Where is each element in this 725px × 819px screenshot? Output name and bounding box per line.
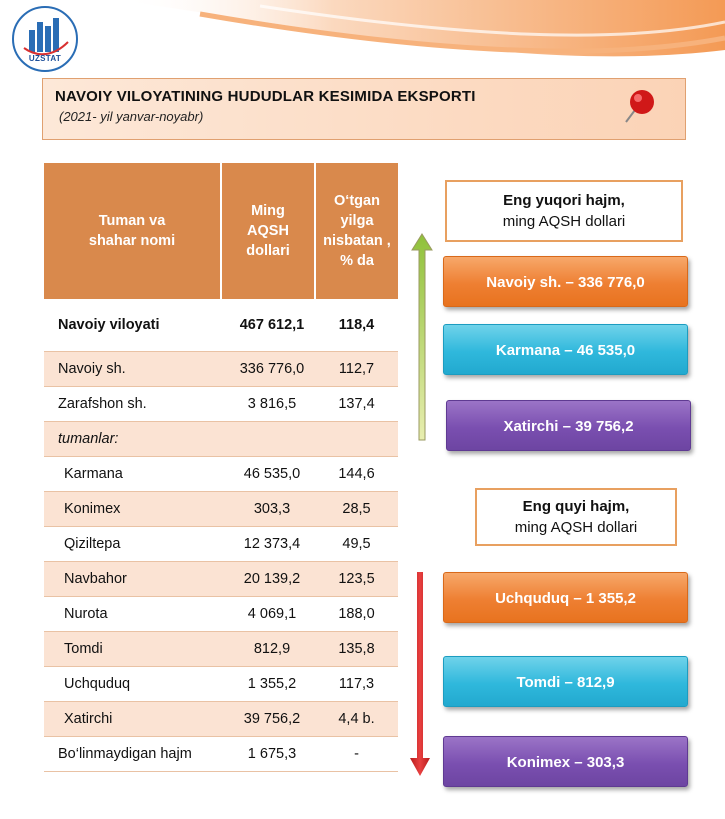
table-row	[44, 562, 398, 597]
cell-name: Navoiy viloyati	[44, 299, 221, 352]
cell-value: 4 069,1	[221, 597, 315, 632]
table-row	[44, 702, 398, 737]
cell-name: Qiziltepa	[44, 527, 221, 562]
pushpin-icon	[612, 84, 662, 130]
cell-name: Bo‘linmaydigan hajm	[44, 737, 221, 772]
lowest-item-2: Tomdi – 812,9	[443, 656, 688, 707]
cell-value: 336 776,0	[221, 352, 315, 387]
table-header-row	[44, 163, 398, 299]
table-row	[44, 667, 398, 702]
cell-value: 39 756,2	[221, 702, 315, 737]
export-table	[44, 163, 398, 772]
cell-value: 12 373,4	[221, 527, 315, 562]
cell-name: Karmana	[44, 457, 221, 492]
column-header-name: Tuman va shahar nomi	[44, 163, 221, 299]
cell-value	[221, 422, 315, 457]
table-row	[44, 457, 398, 492]
cell-ratio: 144,6	[315, 457, 398, 492]
cell-value: 467 612,1	[221, 299, 315, 352]
cell-name: Tomdi	[44, 632, 221, 667]
column-header-value: Ming AQSH dollari	[221, 163, 315, 299]
table-row	[44, 492, 398, 527]
cell-ratio	[315, 422, 398, 457]
table-row	[44, 632, 398, 667]
cell-name: Zarafshon sh.	[44, 387, 221, 422]
cell-ratio: 4,4 b.	[315, 702, 398, 737]
column-header-ratio: O‘tgan yilga nisbatan , % da	[315, 163, 398, 299]
cell-value: 20 139,2	[221, 562, 315, 597]
highest-volume-label	[445, 180, 683, 242]
cell-name: Xatirchi	[44, 702, 221, 737]
uzstat-logo	[12, 6, 78, 72]
cell-ratio: 117,3	[315, 667, 398, 702]
cell-ratio: 49,5	[315, 527, 398, 562]
lowest-label-title: Eng quyi hajm,	[522, 498, 630, 515]
lowest-item-3: Konimex – 303,3	[443, 736, 688, 787]
table-row	[44, 422, 398, 457]
cell-ratio: 137,4	[315, 387, 398, 422]
cell-ratio: 135,8	[315, 632, 398, 667]
highest-item-2: Karmana – 46 535,0	[443, 324, 688, 375]
arrow-down-icon	[408, 572, 432, 778]
cell-name: tumanlar:	[44, 422, 221, 457]
cell-value: 46 535,0	[221, 457, 315, 492]
cell-value: 812,9	[221, 632, 315, 667]
lowest-volume-label	[475, 488, 677, 546]
table-row	[44, 737, 398, 772]
cell-ratio: 118,4	[315, 299, 398, 352]
cell-ratio: 123,5	[315, 562, 398, 597]
table-row	[44, 352, 398, 387]
highest-label-title: Eng yuqori hajm,	[503, 192, 625, 209]
highest-item-3: Xatirchi – 39 756,2	[446, 400, 691, 451]
cell-name: Navoiy sh.	[44, 352, 221, 387]
header-swoosh	[0, 0, 725, 80]
page-subtitle: (2021- yil yanvar-noyabr)	[59, 109, 204, 124]
lowest-label-unit: ming AQSH dollari	[514, 519, 638, 536]
cell-name: Uchquduq	[44, 667, 221, 702]
table-row	[44, 387, 398, 422]
cell-value: 1 355,2	[221, 667, 315, 702]
lowest-item-1: Uchquduq – 1 355,2	[443, 572, 688, 623]
cell-ratio: 188,0	[315, 597, 398, 632]
cell-ratio: -	[315, 737, 398, 772]
cell-value: 1 675,3	[221, 737, 315, 772]
table-row	[44, 527, 398, 562]
cell-ratio: 112,7	[315, 352, 398, 387]
cell-value: 303,3	[221, 492, 315, 527]
cell-name: Nurota	[44, 597, 221, 632]
cell-name: Navbahor	[44, 562, 221, 597]
cell-name: Konimex	[44, 492, 221, 527]
cell-ratio: 28,5	[315, 492, 398, 527]
page-title: NAVOIY VILOYATINING HUDUDLAR KESIMIDA EKSPORTI	[55, 88, 476, 105]
table-row	[44, 597, 398, 632]
logo-text: UZSTAT	[28, 54, 62, 63]
table-row	[44, 299, 398, 352]
highest-label-unit: ming AQSH dollari	[502, 213, 626, 230]
highest-item-1: Navoiy sh. – 336 776,0	[443, 256, 688, 307]
cell-value: 3 816,5	[221, 387, 315, 422]
title-box	[42, 78, 686, 140]
arrow-up-icon	[410, 232, 434, 442]
